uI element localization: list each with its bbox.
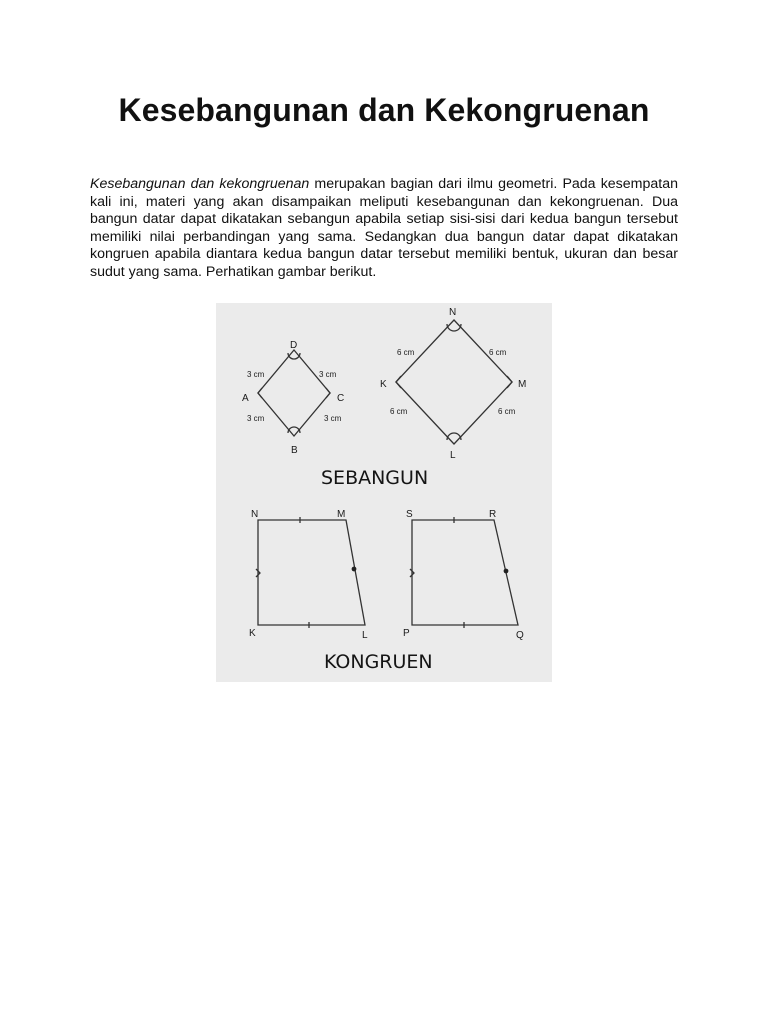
label-vertex-d: D [290,340,298,351]
label-vertex-l-kongruen: L [362,630,368,641]
label-side-large-top-left: 6 cm [397,348,415,357]
label-vertex-n-kongruen: N [251,509,259,520]
angle-mark-c [326,388,330,398]
label-vertex-k: K [380,379,387,390]
small-rhombus [258,350,330,436]
label-side-large-bottom-left: 6 cm [390,407,408,416]
label-side-small-bottom-left: 3 cm [247,414,265,423]
label-vertex-m: M [518,379,527,390]
geometry-figure [216,303,552,682]
left-trapezoid [258,520,365,625]
label-vertex-n: N [449,307,457,318]
right-trapezoid [412,520,518,625]
label-vertex-m-kongruen: M [337,509,346,520]
dot-left-slant [352,567,357,572]
large-rhombus [396,320,512,444]
label-vertex-c: C [337,393,345,404]
label-side-large-top-right: 6 cm [489,348,507,357]
intro-body: merupakan bagian dari ilmu geometri. Pada kesempatan kali ini, materi yang akan disampaikan meliputi kesebangunan dan kekongruenan. Dua bangun datar dapat dikatakan sebangun apabila setiap sisi-sisi dari kedua bangun tersebut memiliki nilai perbandingan yang sama. Sedangkan dua bangun datar dapat dikatakan kongruen apabila diantara kedua bangun datar tersebut memiliki bentuk, ukuran dan besar sudut yang sama. Perhatikan gambar berikut. [90,176,678,280]
caption-kongruen: KONGRUEN [324,651,433,673]
label-vertex-a: A [242,393,249,404]
label-vertex-k-kongruen: K [249,628,256,639]
angle-mark-a [258,388,262,398]
page-title: Kesebangunan dan Kekongruenan [118,92,650,128]
caption-sebangun: SEBANGUN [321,467,429,489]
label-side-small-top-left: 3 cm [247,370,265,379]
intro-paragraph [90,176,678,282]
dot-right-slant [504,569,509,574]
angle-mark-k [396,376,401,388]
label-vertex-l: L [450,450,456,461]
label-vertex-r: R [489,509,497,520]
intro-italic-lead: Kesebangunan dan kekongruenan [90,176,310,192]
label-side-small-top-right: 3 cm [319,370,337,379]
label-side-large-bottom-right: 6 cm [498,407,516,416]
label-vertex-s: S [406,509,413,520]
label-vertex-b: B [291,445,298,456]
angle-mark-m [507,376,512,388]
label-vertex-p: P [403,628,410,639]
label-side-small-bottom-right: 3 cm [324,414,342,423]
geometry-figure-svg [216,303,552,682]
label-vertex-q: Q [516,630,524,641]
